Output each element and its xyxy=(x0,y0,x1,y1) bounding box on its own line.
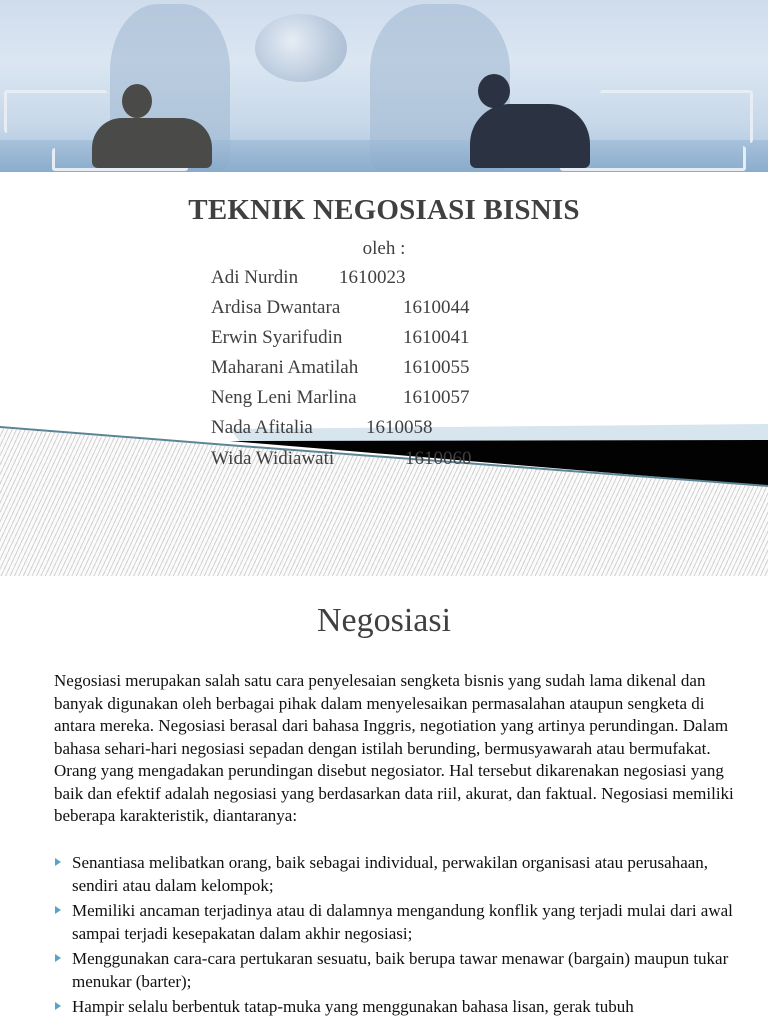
businessman-right-head xyxy=(478,74,510,108)
list-item-text: Hampir selalu berbentuk tatap-muka yang menggunakan bahasa lisan, gerak tubuh xyxy=(72,997,634,1016)
hero-image xyxy=(0,0,768,172)
triangle-right-icon xyxy=(55,954,61,962)
member-nim: 1610044 xyxy=(403,297,470,318)
globe-icon xyxy=(255,14,347,82)
list-item-text: Senantiasa melibatkan orang, baik sebagai individual, perwakilan organisasi atau perusahaan, sendiri atau dalam kelompok; xyxy=(72,853,709,895)
content-slide xyxy=(0,576,768,1024)
slide-heading: Negosiasi xyxy=(316,602,452,639)
member-row xyxy=(211,297,470,319)
member-row xyxy=(211,387,470,409)
member-row xyxy=(211,357,470,379)
triangle-right-icon xyxy=(55,906,61,914)
member-nim: 1610058 xyxy=(366,417,433,438)
member-nim: 1610023 xyxy=(339,267,406,288)
member-name: Maharani Amatilah xyxy=(211,357,359,378)
list-item-text: Menggunakan cara-cara pertukaran sesuatu, baik berupa tawar menawar (bargain) maupun tukar menukar (barter); xyxy=(72,949,729,991)
triangle-right-icon xyxy=(55,1002,61,1010)
byline: oleh : xyxy=(362,238,406,259)
list-item-text: Memiliki ancaman terjadinya atau di dalamnya mengandung konflik yang terjadi mulai dari awal sampai terjadi kesepakatan dalam akhir negosiasi; xyxy=(72,901,733,943)
member-name: Neng Leni Marlina xyxy=(211,387,357,408)
slide-title: TEKNIK NEGOSIASI BISNIS xyxy=(188,194,580,226)
member-name: Nada Afitalia xyxy=(211,417,313,438)
businessman-left-head xyxy=(122,84,152,118)
characteristics-list xyxy=(54,852,744,1022)
member-nim: 1610055 xyxy=(403,357,470,378)
intro-paragraph: Negosiasi merupakan salah satu cara penyelesaian sengketa bisnis yang sudah lama dikenal dan banyak digunakan oleh berbagai pihak dalam menyelesaikan permasalahan ataupun sengketa di antara mereka. Negosiasi berasal dari bahasa Inggris, negotiation yang artinya perundingan. Dalam bahasa sehari-hari negosiasi sepadan dengan istilah berunding, bermusyawarah atau bermufakat. Orang yang mengadakan perundingan disebut negosiator. Hal tersebut dikarenakan negosiasi yang baik dan efektif adalah negosiasi yang berdasarkan data riil, akurat, dan faktual. Negosiasi memiliki beberapa karakteristik, diantaranya: xyxy=(54,671,734,825)
member-name: Wida Widiawati xyxy=(211,448,335,469)
member-row xyxy=(211,448,472,470)
member-name: Adi Nurdin xyxy=(211,267,299,288)
businessman-left xyxy=(92,118,212,168)
chair-back-right xyxy=(600,90,753,143)
triangle-right-icon xyxy=(55,858,61,866)
member-name: Erwin Syarifudin xyxy=(211,327,343,348)
list-item xyxy=(54,948,744,993)
member-nim: 1610060 xyxy=(405,448,472,469)
member-row xyxy=(211,417,433,439)
member-row xyxy=(211,327,470,349)
list-item xyxy=(54,852,744,897)
chair-back-left xyxy=(4,90,107,133)
member-nim: 1610057 xyxy=(403,387,470,408)
member-nim: 1610041 xyxy=(403,327,470,348)
list-item xyxy=(54,996,744,1019)
member-name: Ardisa Dwantara xyxy=(211,297,341,318)
member-row xyxy=(211,267,406,289)
businessman-right xyxy=(470,104,590,168)
list-item xyxy=(54,900,744,945)
